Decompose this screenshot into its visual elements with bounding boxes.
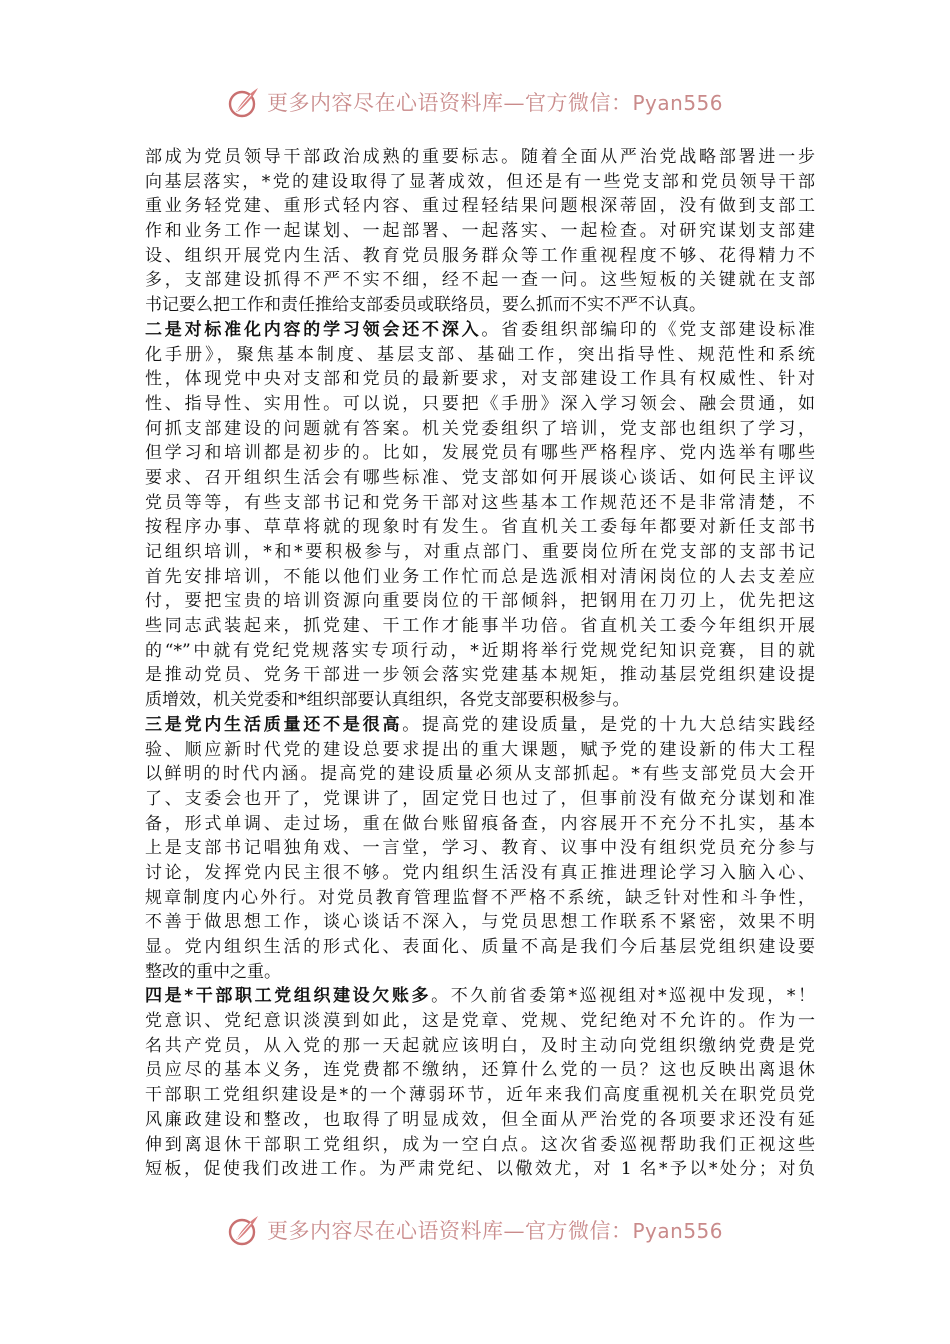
watermark-bottom <box>0 1210 950 1250</box>
text-line <box>145 836 815 861</box>
text-line <box>145 886 815 911</box>
document-body <box>145 145 815 1182</box>
text-line <box>145 1058 815 1083</box>
line-text: 向基层落实，*党的建设取得了显著成效，但还是有一些党支部和党员领导干部 <box>145 171 815 192</box>
line-text: 上是支部书记唱独角戏、一言堂，学习、教育、议事中没有组织党员充分参与 <box>145 838 815 859</box>
text-line <box>145 194 815 219</box>
line-text: 讨论，发挥党内民主很不够。党内组织生活没有真正推进理论学习入脑入心、 <box>145 862 815 883</box>
line-text: 记组织培训，*和*要积极参与，对重点部门、重要岗位所在党支部的支部书记 <box>145 542 815 562</box>
section-heading: 三是党内生活质量还不是很高 <box>145 714 403 735</box>
text-line <box>145 293 815 318</box>
watermark-text: 更多内容尽在心语资料库—官方微信：Pyan556 <box>266 91 723 115</box>
section-heading: 二是对标准化内容的学习领会还不深入 <box>145 319 482 340</box>
text-line <box>145 565 815 590</box>
text-line <box>145 910 815 935</box>
watermark-wechat-id: Pyan556 <box>632 91 723 115</box>
line-text: 不善于做思想工作，谈心谈话不深入，与党员思想工作联系不紧密，效果不明 <box>145 912 815 933</box>
text-line <box>145 639 815 664</box>
line-text: 党意识、党纪意识淡漠到如此，这是党章、党规、党纪绝对不允许的。作为一 <box>145 1011 815 1032</box>
text-line <box>145 145 815 170</box>
line-text: 书记要么把工作和责任推给支部委员或联络员，要么抓而不实不严不认真。 <box>145 295 706 316</box>
line-text: 整改的重中之重。 <box>145 961 281 982</box>
text-line <box>145 367 815 392</box>
text-line <box>145 392 815 417</box>
text-line <box>145 614 815 639</box>
text-line <box>145 170 815 195</box>
text-line <box>145 861 815 886</box>
text-line <box>145 343 815 368</box>
line-text: 何抓支部建设的问题就有答案。机关党委组织了培训，党支部也组织了学习， <box>145 418 815 439</box>
line-text: 化手册》，聚焦基本制度、基层支部、基础工作，突出指导性、规范性和系统 <box>145 344 815 365</box>
watermark-text: 更多内容尽在心语资料库—官方微信：Pyan556 <box>266 1219 723 1243</box>
line-text: 的“*”中就有党纪党规落实专项行动，*近期将举行党规党纪知识竞赛，目的就 <box>145 640 815 661</box>
quill-logo-icon <box>227 85 261 119</box>
line-text: 设、组织开展党内生活、教育党员服务群众等工作重视程度不够、花得精力不 <box>145 245 815 266</box>
line-text: 验、顺应新时代党的建设总要求提出的重大课题，赋予党的建设新的伟大工程 <box>145 739 815 760</box>
line-text: 以鲜明的时代内涵。提高党的建设质量必须从支部抓起。*有些支部党员大会开 <box>145 764 815 785</box>
text-line <box>145 762 815 787</box>
line-text: 多，支部建设抓得不严不实不细，经不起一查一问。这些短板的关键就在支部 <box>145 270 815 291</box>
text-line <box>145 219 815 244</box>
line-text: 作和业务工作一起谋划、一起部署、一起落实、一起检查。对研究谋划支部建 <box>145 221 815 242</box>
line-text: 党员等等，有些支部书记和党务干部对这些基本工作规范还不是非常清楚，不 <box>145 492 815 513</box>
text-line <box>145 491 815 516</box>
line-text: 备，形式单调、走过场，重在做台账留痕备查，内容展开不充分不扎实，基本 <box>145 813 815 834</box>
line-text: 显。党内组织生活的形式化、表面化、质量不高是我们今后基层党组织建设要 <box>145 937 815 957</box>
text-line <box>145 268 815 293</box>
line-text: 了、支委会也开了，党课讲了，固定党日也过了，但事前没有做充分谋划和准 <box>145 788 815 809</box>
text-line <box>145 1009 815 1034</box>
section-heading: 四是*干部职工党组织建设欠账多 <box>145 986 432 1007</box>
line-text: 是推动党员、党务干部进一步领会落实党建基本规矩，推动基层党组织建设提 <box>145 665 815 686</box>
section-heading-line <box>145 713 815 738</box>
line-text: 。不久前省委第*巡视组对*巡视中发现，*！ <box>431 986 816 1007</box>
line-text: 部成为党员领导干部政治成熟的重要标志。随着全面从严治党战略部署进一步 <box>145 147 815 167</box>
watermark-top <box>0 82 950 122</box>
line-text: 风廉政建设和整改，也取得了明显成效，但全面从严治党的各项要求还没有延 <box>145 1109 815 1130</box>
line-text: 性，体现党中央对支部和党员的最新要求，对支部建设工作具有权威性、针对 <box>145 369 815 390</box>
line-text: 但学习和培训都是初步的。比如，发展党员有哪些严格程序、党内选举有哪些 <box>145 443 815 464</box>
quill-logo-icon <box>227 1213 261 1247</box>
text-line <box>145 515 815 540</box>
text-line <box>145 935 815 960</box>
text-line <box>145 540 815 565</box>
text-line <box>145 1083 815 1108</box>
line-text: 名共产党员，从入党的那一天起就应该明白，及时主动向党组织缴纳党费是党 <box>145 1035 815 1056</box>
text-line <box>145 466 815 491</box>
line-text: 员应尽的基本义务，连党费都不缴纳，还算什么党的一员？这也反映出离退休 <box>145 1060 815 1081</box>
line-text: 。省委组织部编印的《党支部建设标准 <box>481 319 816 340</box>
line-text: 首先安排培训，不能以他们业务工作忙而总是选派相对清闲岗位的人去支差应 <box>145 566 815 587</box>
text-line <box>145 244 815 269</box>
text-line <box>145 1034 815 1059</box>
watermark-wechat-id: Pyan556 <box>632 1219 723 1243</box>
section-heading-line <box>145 318 815 343</box>
line-text: 按程序办事、草草将就的现象时有发生。省直机关工委每年都要对新任支部书 <box>145 517 815 538</box>
section-heading-line <box>145 984 815 1009</box>
line-text: 重业务轻党建、重形式轻内容、重过程轻结果问题根深蒂固，没有做到支部工 <box>145 196 815 217</box>
text-line <box>145 688 815 713</box>
text-line <box>145 417 815 442</box>
line-text: 要求、召开组织生活会有哪些标准、党支部如何开展谈心谈话、如何民主评议 <box>145 467 815 488</box>
text-line <box>145 738 815 763</box>
text-line <box>145 1108 815 1133</box>
text-line <box>145 812 815 837</box>
line-text: 质增效，机关党委和*组织部要认真组织，各党支部要积极参与。 <box>145 690 630 711</box>
line-text: 短板，促使我们改进工作。为严肃党纪、以儆效尤，对 1 名*予以*处分；对负 <box>145 1159 815 1180</box>
text-line <box>145 1157 815 1182</box>
text-line <box>145 663 815 688</box>
line-text: 干部职工党组织建设是*的一个薄弱环节，近年来我们高度重视机关在职党员党 <box>145 1085 815 1106</box>
line-text: 性、指导性、实用性。可以说，只要把《手册》深入学习领会、融会贯通，如 <box>145 393 815 414</box>
line-text: 伸到离退休干部职工党组织，成为一空白点。这次省委巡视帮助我们正视这些 <box>145 1134 815 1155</box>
text-line <box>145 960 815 985</box>
text-line <box>145 589 815 614</box>
line-text: 规章制度内心外行。对党员教育管理监督不严格不系统，缺乏针对性和斗争性， <box>145 887 815 908</box>
line-text: 付，要把宝贵的培训资源向重要岗位的干部倾斜，把钢用在刀刃上，优先把这 <box>145 591 815 612</box>
line-text: 些同志武装起来，抓党建、干工作才能事半功倍。省直机关工委今年组织开展 <box>145 616 815 637</box>
line-text: 。提高党的建设质量，是党的十九大总结实践经 <box>402 714 816 735</box>
text-line <box>145 787 815 812</box>
text-line <box>145 1133 815 1158</box>
text-line <box>145 441 815 466</box>
